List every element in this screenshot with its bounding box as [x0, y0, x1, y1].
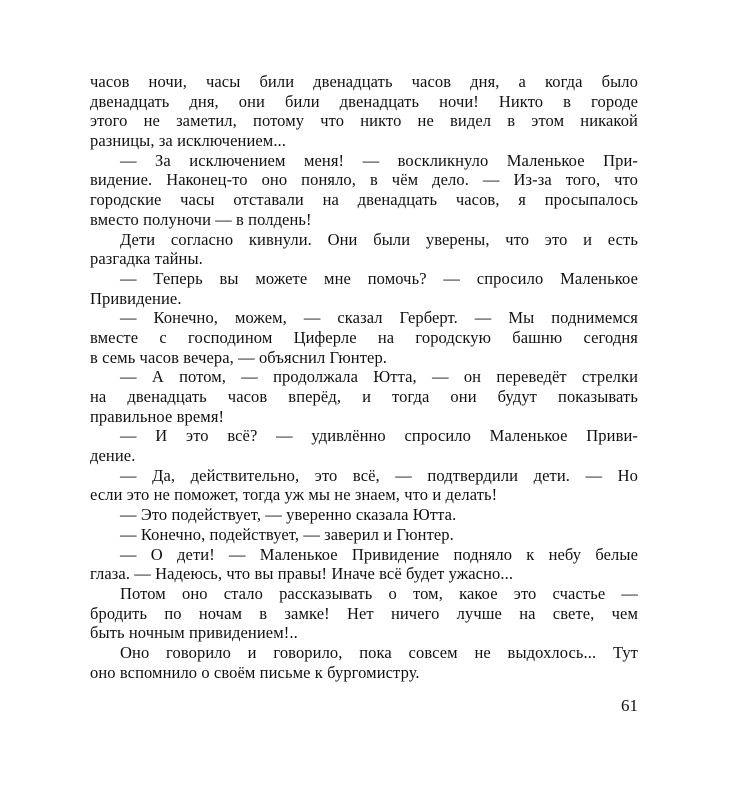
text-line: глаза. — Надеюсь, что вы правы! Иначе всё будет ужасно...	[90, 564, 514, 584]
text-line: — Да, действительно, это всё, — подтвердили дети. — Но	[120, 465, 638, 485]
text-line: бродить по ночам в замке! Нет ничего лучше на свете, чем	[90, 603, 638, 623]
text-line: — Теперь вы можете мне помочь? — спросило Маленькое	[120, 268, 638, 288]
text-line: двенадцать дня, они били двенадцать ночи! Никто в городе	[90, 91, 638, 111]
text-line: вместо полуночи — в полдень!	[90, 209, 312, 229]
text-line: — Конечно, можем, — сказал Герберт. — Мы поднимемся	[120, 308, 638, 328]
text-line: — О дети! — Маленькое Привидение подняло к небу белые	[120, 544, 638, 564]
text-line: — Конечно, подействует, — заверил и Гюнтер.	[120, 524, 454, 544]
text-line: городские часы отставали на двенадцать часов, я просыпалось	[90, 190, 638, 210]
text-line: Дети согласно кивнули. Они были уверены, что это и есть	[120, 229, 638, 249]
text-line: дение.	[90, 446, 136, 466]
text-line: Потом оно стало рассказывать о том, какое это счастье —	[120, 583, 638, 603]
text-line: быть ночным привидением!..	[90, 623, 298, 643]
text-line: если это не поможет, тогда уж мы не знаем, что и делать!	[90, 485, 498, 505]
text-line: оно вспомнило о своём письме к бургомистру.	[90, 662, 420, 682]
text-line: — А потом, — продолжала Ютта, — он переведёт стрелки	[120, 367, 638, 387]
text-line: разницы, за исключением...	[90, 131, 287, 151]
text-line: — И это всё? — удивлённо спросило Маленькое Приви-	[120, 426, 638, 446]
text-line: этого не заметил, потому что никто не видел в этом никакой	[90, 111, 638, 131]
text-line: часов ночи, часы били двенадцать часов дня, а когда было	[90, 72, 638, 91]
text-line: правильное время!	[90, 406, 225, 426]
text-line: Привидение.	[90, 288, 182, 308]
text-line: видение. Наконец-то оно поняло, в чём дело. — Из-за того, что	[90, 170, 638, 190]
text-line: — Это подействует, — уверенно сказала Ютта.	[120, 505, 457, 525]
text-line: на двенадцать часов вперёд, и тогда они будут показывать	[90, 387, 638, 406]
text-line: — За исключением меня! — воскликнуло Маленькое При-	[120, 150, 638, 170]
page-number: 61	[621, 696, 638, 715]
text-line: вместе с господином Циферле на городскую башню сегодня	[90, 327, 638, 347]
book-page-text	[90, 72, 638, 682]
text-line: Оно говорило и говорило, пока совсем не выдохлось... Тут	[120, 642, 638, 662]
text-line: в семь часов вечера, — объяснил Гюнтер.	[90, 347, 388, 367]
text-line: разгадка тайны.	[90, 249, 203, 269]
